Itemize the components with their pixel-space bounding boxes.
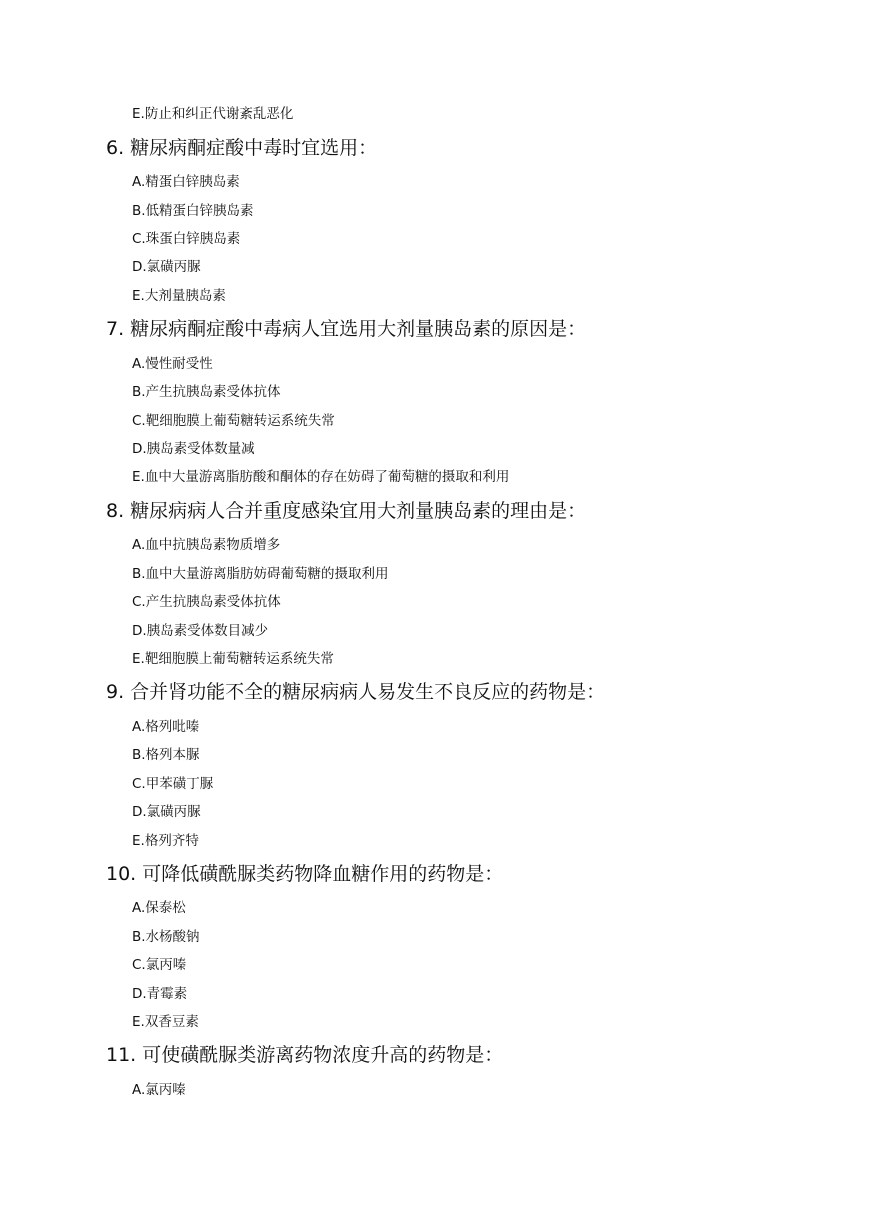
- option-text: E.双香豆素: [132, 1014, 199, 1030]
- option-text: C.甲苯磺丁脲: [132, 776, 214, 792]
- option-text: D.氯磺丙脲: [132, 804, 201, 820]
- option-text: B.产生抗胰岛素受体抗体: [132, 384, 281, 400]
- option-text: B.格列本脲: [132, 747, 200, 763]
- question-title: 10. 可降低磺酰脲类药物降血糖作用的药物是：: [106, 863, 504, 885]
- option-text: D.胰岛素受体数量减: [132, 441, 255, 457]
- option-text: C.珠蛋白锌胰岛素: [132, 231, 241, 247]
- option-text: C.靶细胞膜上葡萄糖转运系统失常: [132, 413, 335, 429]
- question-title: 11. 可使磺酰脲类游离药物浓度升高的药物是：: [106, 1044, 504, 1066]
- option-text: B.血中大量游离脂肪妨碍葡萄糖的摄取利用: [132, 566, 389, 582]
- question-title: 7. 糖尿病酮症酸中毒病人宜选用大剂量胰岛素的原因是：: [106, 318, 587, 340]
- option-text: A.氯丙嗪: [132, 1082, 186, 1098]
- option-text: E.血中大量游离脂肪酸和酮体的存在妨碍了葡萄糖的摄取和利用: [132, 469, 510, 485]
- question-title: 6. 糖尿病酮症酸中毒时宜选用：: [106, 137, 378, 159]
- question-title: 8. 糖尿病病人合并重度感染宜用大剂量胰岛素的理由是：: [106, 500, 587, 522]
- option-text: C.氯丙嗪: [132, 957, 187, 973]
- option-text: B.低精蛋白锌胰岛素: [132, 203, 254, 219]
- option-text: A.保泰松: [132, 900, 186, 916]
- option-text: B.水杨酸钠: [132, 929, 200, 945]
- option-text: E.防止和纠正代谢紊乱恶化: [132, 106, 294, 122]
- option-text: A.精蛋白锌胰岛素: [132, 174, 240, 190]
- option-text: A.格列吡嗪: [132, 719, 200, 735]
- option-text: C.产生抗胰岛素受体抗体: [132, 594, 281, 610]
- option-text: D.胰岛素受体数目减少: [132, 623, 269, 639]
- question-title: 9. 合并肾功能不全的糖尿病病人易发生不良反应的药物是：: [106, 681, 606, 703]
- option-text: E.格列齐特: [132, 833, 199, 849]
- option-text: E.靶细胞膜上葡萄糖转运系统失常: [132, 651, 334, 667]
- option-text: A.血中抗胰岛素物质增多: [132, 537, 281, 553]
- option-text: E.大剂量胰岛素: [132, 288, 226, 304]
- option-text: A.慢性耐受性: [132, 356, 213, 372]
- option-text: D.青霉素: [132, 986, 188, 1002]
- option-text: D.氯磺丙脲: [132, 259, 201, 275]
